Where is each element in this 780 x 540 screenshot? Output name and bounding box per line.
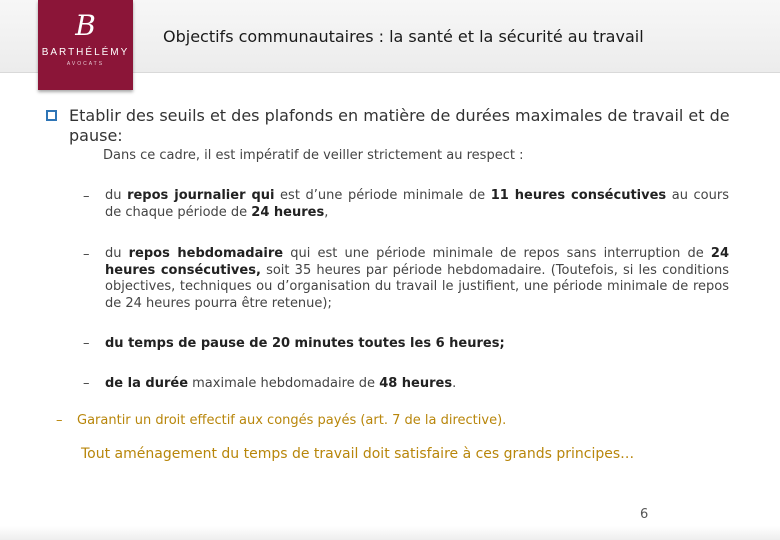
dash-item-2: –: [83, 247, 90, 262]
dash-item-1: –: [83, 189, 90, 204]
logo-name: BARTHÉLÉMY: [41, 47, 130, 58]
conclusion-text: Tout aménagement du temps de travail doit satisfaire à ces grands principes…: [81, 446, 635, 462]
company-logo: [38, 0, 133, 90]
list-item-break-time: [105, 336, 729, 353]
secondary-point: Garantir un droit effectif aux congés payés (art. 7 de la directive).: [77, 413, 507, 428]
list-item-weekly-rest: [105, 246, 729, 312]
item-1-text-run: 24 heures: [251, 204, 325, 220]
page-number: 6: [640, 507, 649, 522]
item-4-text-run: .: [452, 376, 457, 391]
item-1-text-run: repos journalier qui: [127, 188, 275, 203]
item-4-text-run: 48 heures: [379, 376, 453, 391]
item-2-text-run: 24 heures consécutives,: [105, 246, 729, 278]
item-1-text-run: ,: [324, 204, 329, 220]
item-4-text-run: de la durée: [105, 376, 189, 391]
item-2-text-run: soit 35 heures par période hebdomadaire. (Toutefois, si les conditions objectives, techniques ou d’organisation du travail le justifient, une période minimale de repos de 24 heures pourra être retenue);: [105, 262, 729, 311]
dash-item-4: –: [83, 376, 90, 391]
item-1-text-run: du: [105, 188, 128, 203]
item-2-text-run: qui est une période minimale de repos sans interruption de: [283, 246, 711, 261]
intro-text: Dans ce cadre, il est impératif de veiller strictement au respect :: [103, 148, 524, 163]
item-4-text-run: maximale hebdomadaire de: [188, 376, 380, 391]
dash-item-3: –: [83, 336, 90, 351]
logo-mark: B: [75, 9, 96, 42]
item-1-text-run: 11 heures consécutives: [490, 188, 667, 203]
item-2-text-run: du: [105, 246, 129, 261]
item-1-text-run: au cours de chaque période de: [105, 188, 729, 220]
list-item-daily-rest: [105, 188, 729, 221]
slide-title: Objectifs communautaires : la santé et la sécurité au travail: [163, 27, 644, 46]
main-bullet-text: Etablir des seuils et des plafonds en matière de durées maximales de travail et de pause:: [69, 106, 730, 145]
logo-subtitle: AVOCATS: [66, 61, 105, 67]
list-item-max-weekly: [105, 376, 729, 393]
item-2-text-run: repos hebdomadaire: [128, 246, 284, 261]
checkbox-square-icon: [46, 110, 57, 121]
item-3-text-run: du temps de pause de 20 minutes toutes les 6 heures;: [105, 336, 505, 351]
footer-band: [0, 526, 780, 540]
dash-secondary: –: [56, 413, 63, 428]
item-1-text-run: est d’une période minimale de: [274, 188, 491, 203]
